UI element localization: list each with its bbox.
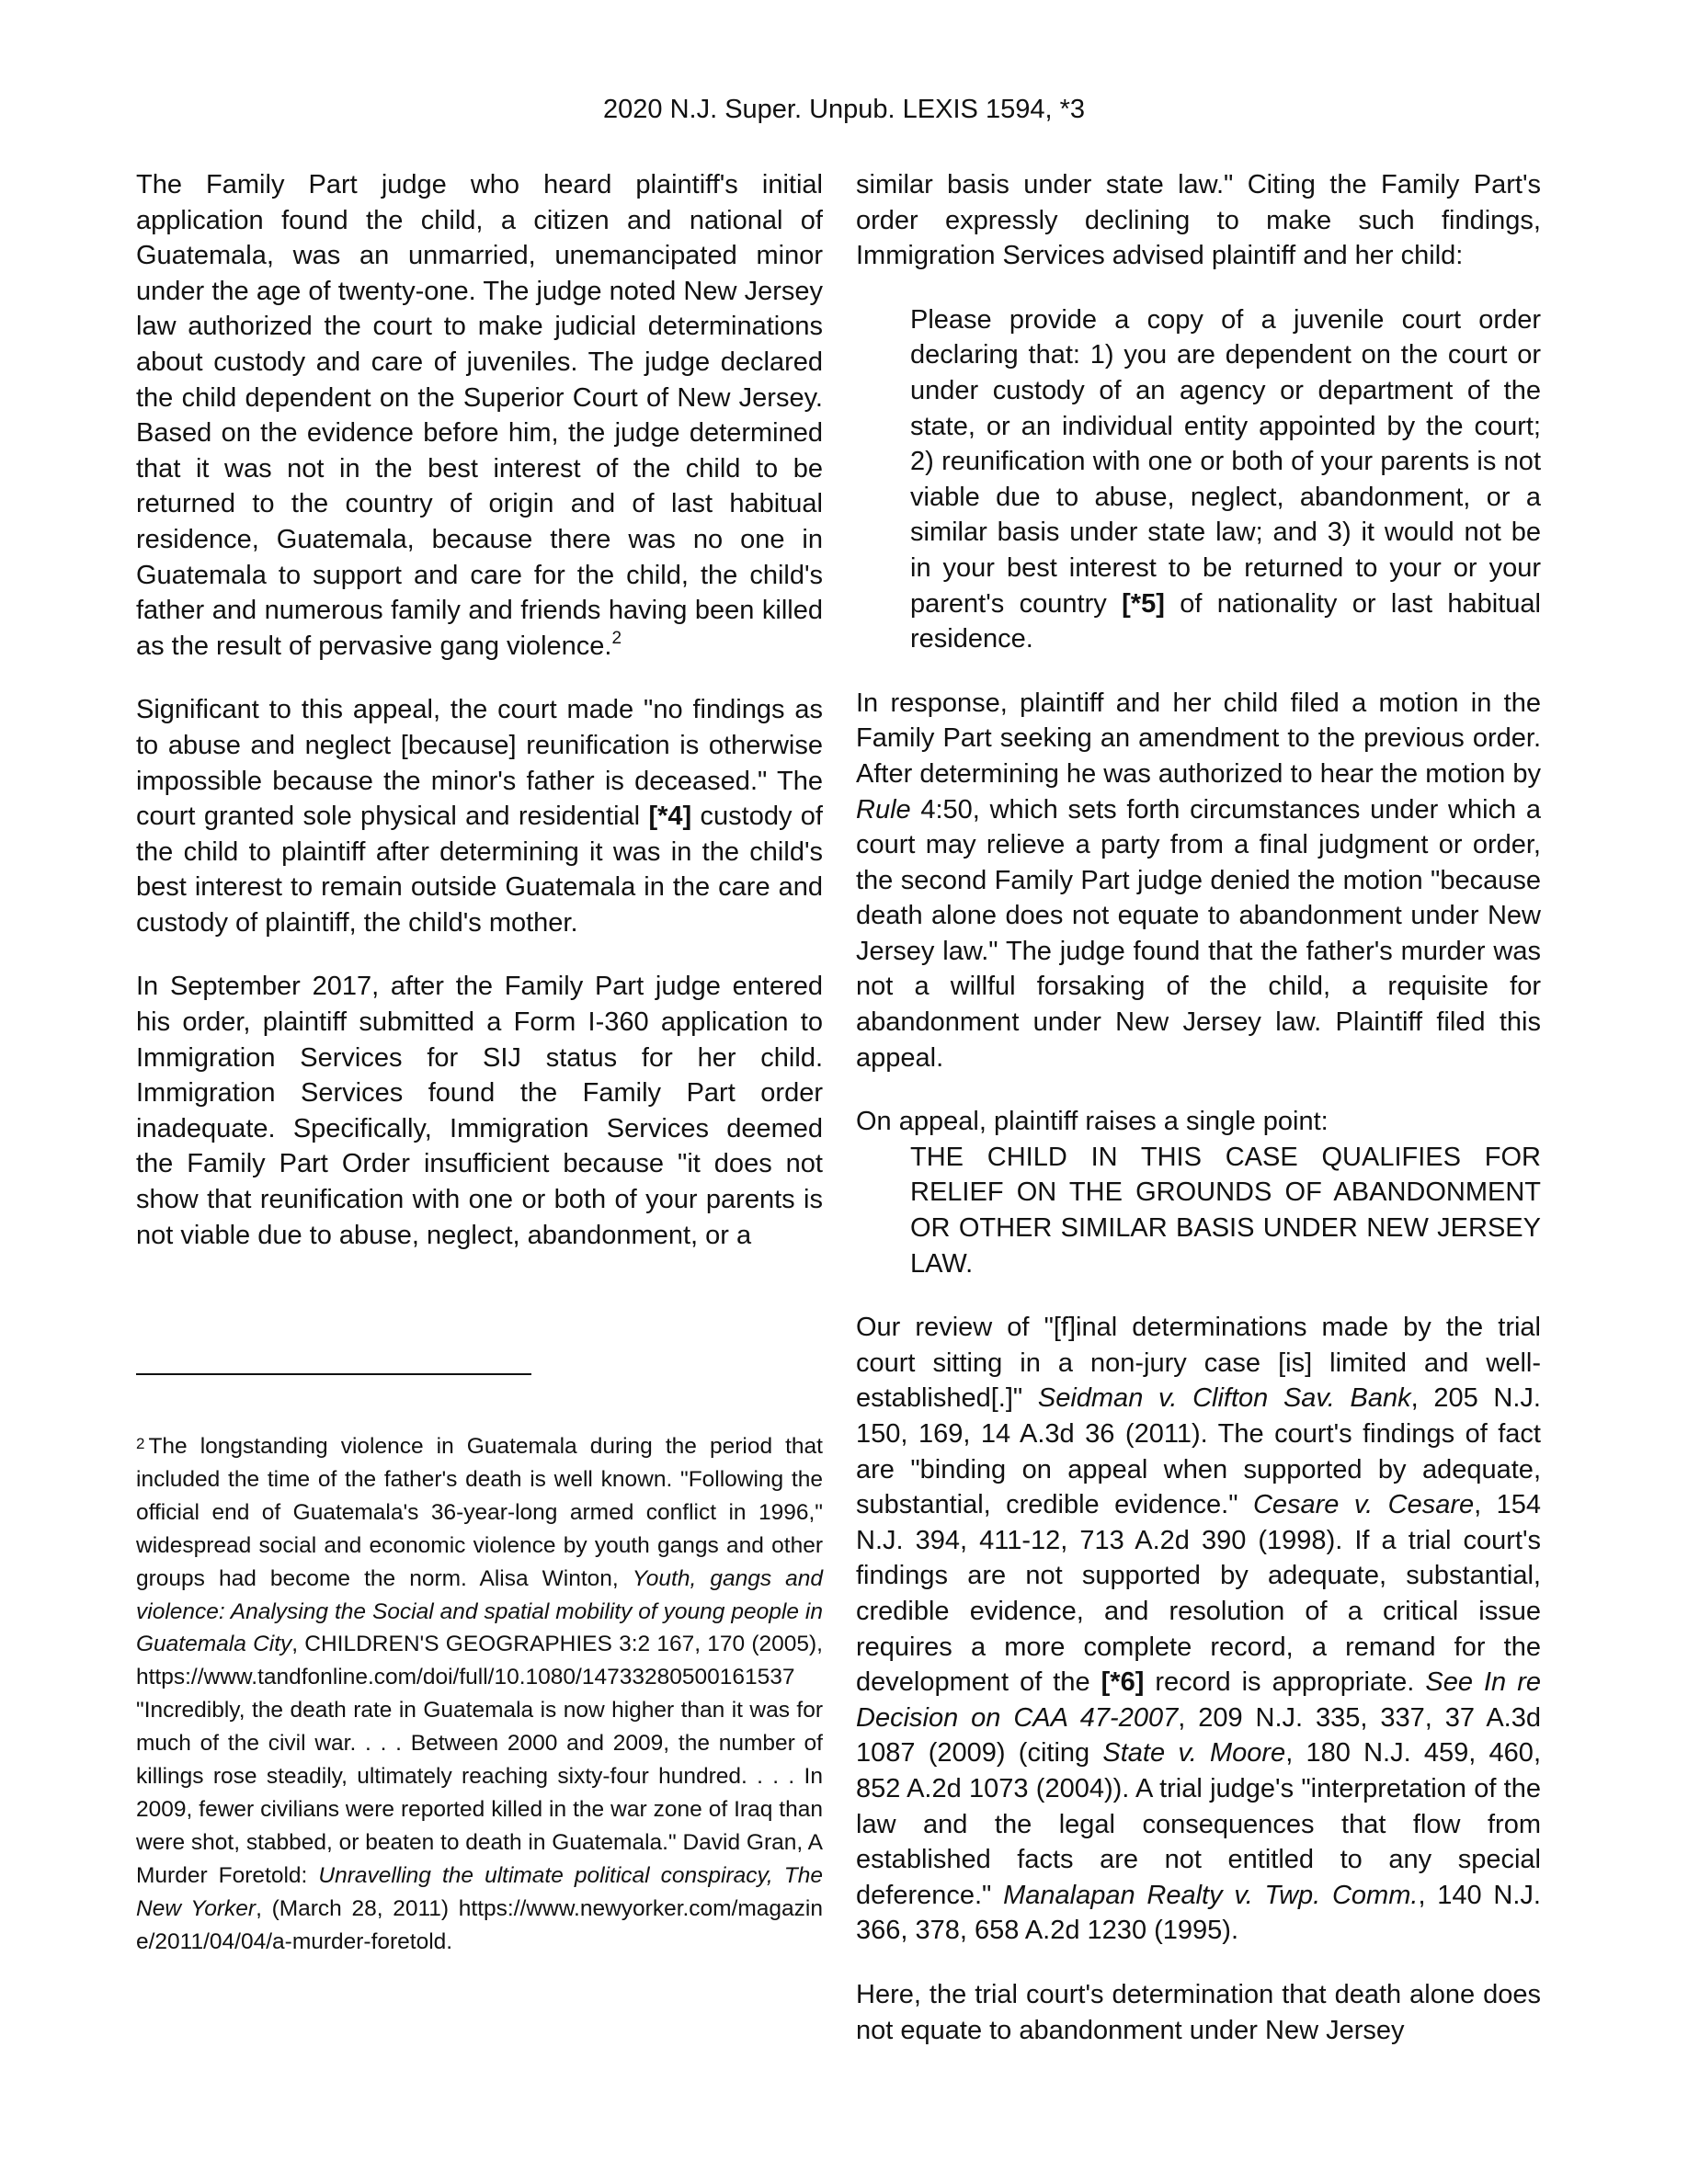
paragraph-text: , 209 N.J. 335, 337, 37 A.3d 1087 (2009) (citing [856,1702,1541,1769]
case-citation[interactable]: Cesare v. Cesare [1252,1490,1475,1520]
case-citation[interactable]: Manalapan Realty v. Twp. Comm. [1003,1880,1419,1910]
page-header-citation: 2020 N.J. Super. Unpub. LEXIS 1594, *3 [603,95,1085,124]
footnote-citation: Youth, gangs and violence: Analysing the Social and spatial mobility of young people in Guatemala City [136,1565,824,1657]
footnote-text: "Incredibly, the death rate in Guatemala is now higher than it was for much of the civil war. . . . Between 2000 and 2009, the number of killings rose steadily, ultimately reaching sixty-four hundred. . . . In 2009, fewer civilians were reported killed in the war zone of Iraq than were shot, stabbed, or beaten to death in Guatemala." David Gran, A Murder Foretold: [136,1698,823,1888]
paragraph-text: In response, plaintiff and her child filed a motion in the Family Part seeking an amendment to the previous order. After determining he was authorized to hear the motion by [856,688,1541,789]
rule-citation: Rule [856,794,911,825]
footnote-citation: Unravelling the ultimate political conspiracy, The New Yorker [136,1862,823,1921]
paragraph-text: The Family Part judge who heard plaintiff's initial application found the child, a citizen and national of Guatemala, was an unmarried, unemancipated minor under the age of twenty-one. The judge noted New Jersey law authorized the court to make judicial determinations about custody and care of juveniles. The judge declared the child dependent on the Superior Court of New Jersey. Based on the evidence before him, the judge determined that it was not in the best interest of the child to be returned to the country of origin and of last habitual residence, Guatemala, because there was no one in Guatemala to support and care for the child, the child's father and numerous family and friends having been killed as the result of pervasive gang violence. [136,170,823,661]
block-quote [910,302,1541,657]
paragraph-text: 4:50, which sets forth circumstances under which a court may relieve a party from a final judgment or order, the second Family Part judge denied the motion "because death alone does not equate to abandonment under New Jersey law." The judge found that the father's murder was not a willful forsaking of the child, a requisite for abandonment under New Jersey law. Plaintiff filed this appeal. [856,794,1541,1073]
paragraph: On appeal, plaintiff raises a single point: [856,1107,1329,1137]
footnote [136,1428,823,1959]
footnote-number: 2 [136,1435,145,1452]
case-citation[interactable]: See In re Decision on CAA 47-2007 [856,1667,1541,1733]
paragraph: similar basis under state law." Citing the Family Part's order expressly declining to make such findings, Immigration Services advised plaintiff and her child: [856,170,1541,271]
footnote-text: , (March 28, 2011) [256,1895,459,1921]
footnote-ref[interactable]: 2 [611,628,622,648]
footnote-text: The longstanding violence in Guatemala during the period that included the time of the father's death is well known. "Following the official end of Guatemala's 36-year-long armed conflict in 1996," widespread social and economic violence by youth gangs and other groups had become the norm. Alisa Winton, [136,1434,823,1591]
paragraph [136,167,823,664]
point-heading-quote: THE CHILD IN THIS CASE QUALIFIES FOR RELIEF ON THE GROUNDS OF ABANDONMENT OR OTHER SIMILAR BASIS UNDER NEW JERSEY LAW. [910,1142,1541,1279]
footnote-divider [136,1373,531,1375]
case-citation[interactable]: State v. Moore [1102,1738,1286,1769]
paragraph-text: Our review of "[f]inal determinations made by the trial court sitting in a non-jury case [is] limited and well-established[.]" [856,1313,1541,1414]
paragraph-text: , 205 N.J. 150, 169, 14 A.3d 36 (2011). The court's findings of fact are "binding on appeal when supported by adequate, substantial, credible evidence." [856,1383,1541,1520]
paragraph: In September 2017, after the Family Part judge entered his order, plaintiff submitted a Form I-360 application to Immigration Services for SIJ status for her child. Immigration Services found the Family Part order inadequate. Specifically, Immigration Services deemed the Family Part Order insufficient because "it does not show that reunification with one or both of your parents is not viable due to abuse, neglect, abandonment, or a [136,972,823,1250]
paragraph: Here, the trial court's determination that death alone does not equate to abandonment under New Jersey [856,1979,1541,2045]
star-page-marker: [*6] [1101,1667,1145,1698]
quote-text: of nationality or last habitual residence. [910,588,1541,654]
paragraph-text: Significant to this appeal, the court made "no findings as to abuse and neglect [because] reunification is otherwise impossible because the minor's father is deceased." The court granted sole physical and residential [136,695,823,832]
right-column [856,167,1541,2048]
star-page-marker: [*4] [648,802,692,832]
paragraph [136,692,823,940]
footnote-link[interactable]: https://www.newyorker.com/magazine/2011/04/04/a-murder-foretold. [136,1895,824,1954]
footnote-text: , CHILDREN'S GEOGRAPHIES 3:2 167, 170 (2005), [291,1632,823,1657]
paragraph-text: custody of the child to plaintiff after determining it was in the child's best interest to remain outside Guatemala in the care and custody of plaintiff, the child's mother. [136,802,823,938]
quote-text: Please provide a copy of a juvenile court order declaring that: 1) you are dependent on the court or under custody of an agency or department of the state, or an individual entity appointed by the court; 2) reunification with one or both of your parents is not viable due to abuse, neglect, abandonment, or a similar basis under state law; and 3) it would not be in your best interest to be returned to your or your parent's country [910,304,1541,619]
footnote-link[interactable]: https://www.tandfonline.com/doi/full/10.1080/14733280500161537 [136,1665,795,1690]
paragraph-text: , 180 N.J. 459, 460, 852 A.2d 1073 (2004)). A trial judge's "interpretation of the law and the legal consequences that flow from established facts are not entitled to any special deference." [856,1738,1541,1910]
paragraph-text: , 154 N.J. 394, 411-12, 713 A.2d 390 (1998). If a trial court's findings are not supported by adequate, substantial, credible evidence, and resolution of a critical issue requires a more complete record, a remand for the development of the [856,1490,1541,1698]
star-page-marker: [*5] [1122,588,1165,619]
paragraph [856,1310,1541,1949]
paragraph [856,686,1541,1076]
paragraph-text: record is appropriate. [1144,1667,1426,1698]
case-citation[interactable]: Seidman v. Clifton Sav. Bank [1037,1383,1411,1414]
paragraph-text: , 140 N.J. 366, 378, 658 A.2d 1230 (1995). [856,1880,1541,1946]
left-column [136,167,823,1253]
